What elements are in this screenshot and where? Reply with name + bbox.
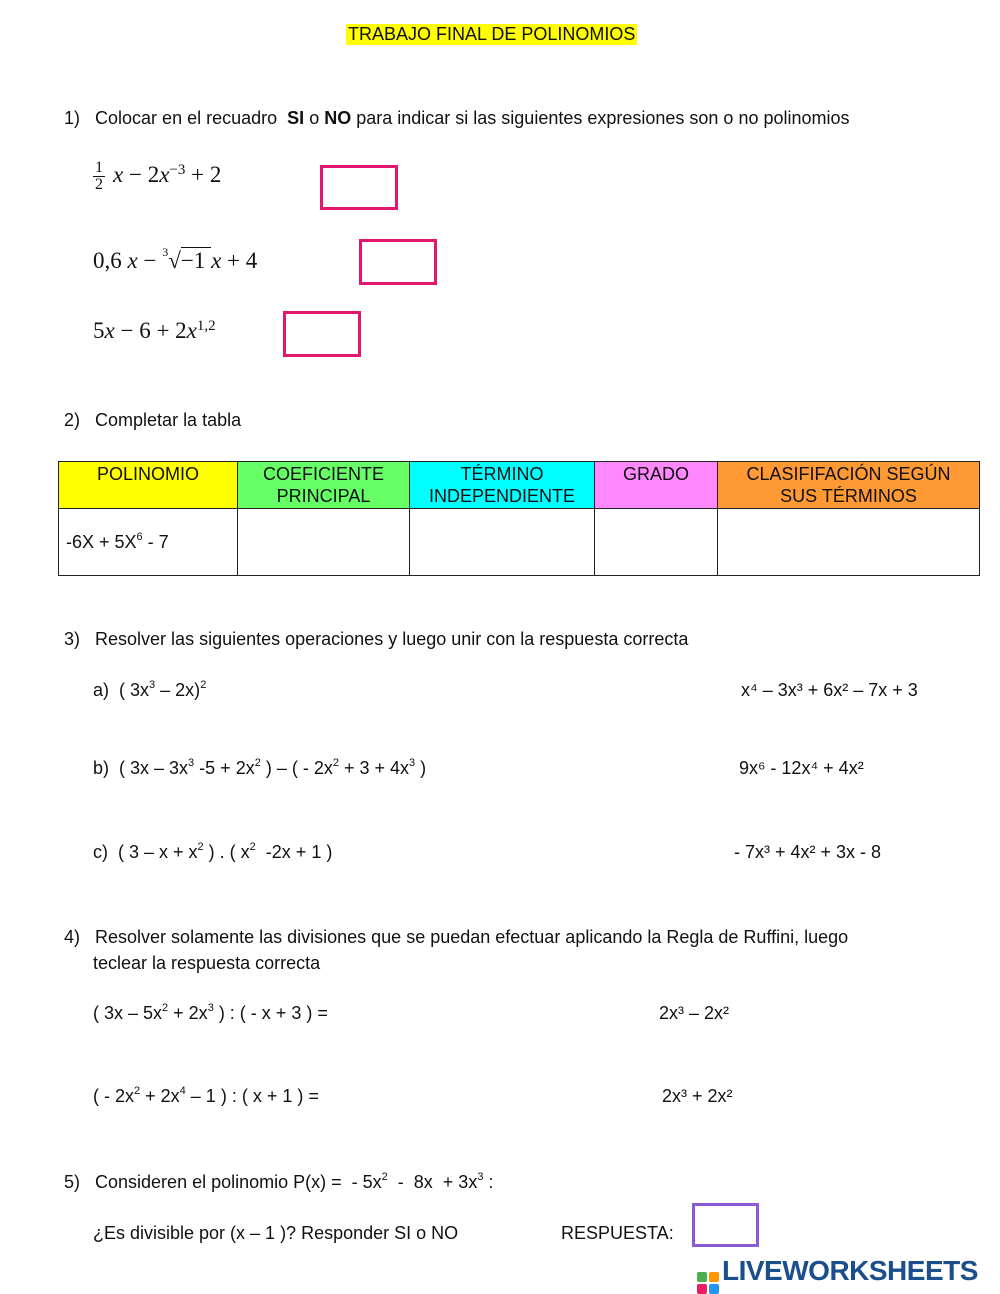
header-termino: TÉRMINO INDEPENDIENTE <box>410 462 595 509</box>
polynomial-table <box>58 461 980 576</box>
question-number: 2) <box>64 410 81 430</box>
answer-box-expr-1[interactable] <box>320 165 398 210</box>
header-clasificacion: CLASIFIFACIÓN SEGÚN SUS TÉRMINOS <box>718 462 980 509</box>
operation-a: a) ( $3x^3 - 2x)^2$ <box>93 679 207 700</box>
liveworksheets-logo: LIVEWORKSHEETS <box>697 1255 978 1294</box>
q1-no: NO <box>324 108 352 128</box>
header-polinomio: POLINOMIO <box>59 462 238 509</box>
question-number: 1) <box>64 108 81 128</box>
answer-box-q5[interactable] <box>692 1203 759 1247</box>
cell-grado[interactable] <box>595 509 718 576</box>
division-1: ( $3x - 5x^2 + 2x^3$ ) : ( - x + 3 ) = <box>93 1002 328 1023</box>
question-4 <box>64 927 848 948</box>
q5-question: ¿Es divisible por (x – 1 )? Responder SI o NO <box>93 1223 459 1243</box>
table-header-row <box>59 462 980 509</box>
q2-text: Completar la tabla <box>95 410 242 430</box>
expression-2: 0,6 x − $^3$√−1 x + 4 <box>93 245 258 273</box>
operation-c: c) ( $3 - x + x^2$ ) . ( $x^2$ -2x + 1 ) <box>93 841 333 862</box>
q1-text-pre: Colocar en el recuadro <box>95 108 278 128</box>
table-row <box>59 509 980 576</box>
header-grado: GRADO <box>595 462 718 509</box>
cell-clasificacion[interactable] <box>718 509 980 576</box>
question-3 <box>64 629 688 650</box>
question-number: 4) <box>64 927 81 947</box>
answer-label: RESPUESTA: <box>561 1223 674 1243</box>
page-title: TRABAJO FINAL DE POLINOMIOS <box>348 24 636 44</box>
expression-1: $\frac{1}{2}$ $x - 2x^{-3} + 2$ <box>95 159 222 193</box>
fraction-one-half: $\frac{1}{2}$ <box>95 159 103 193</box>
q1-o: o <box>309 108 320 128</box>
q4-text-line2: teclear la respuesta correcta <box>93 953 321 973</box>
root-index: 3 <box>162 245 169 259</box>
q4-text-line1: Resolver solamente las divisiones que se puedan efectuar aplicando la Regla de Ruffini, luego <box>95 927 849 947</box>
cell-termino[interactable] <box>410 509 595 576</box>
q3-text: Resolver las siguientes operaciones y luego unir con la respuesta correcta <box>95 629 689 649</box>
question-5: 5) Consideren el polinomio P(x) = - $5x^2 - 8x + 3x^3$ : <box>64 1171 494 1192</box>
operation-b: b) ( $3x - 3x^3$ $-5 + 2x^2$ ) – ( - $2x^2 + 3 + 4x^3$ ) <box>93 757 427 778</box>
division-2: ( - $2x^2 + 2x^4 - 1$ ) : ( x + 1 ) = <box>93 1085 319 1106</box>
answer-option-3[interactable]: - 7x³ + 4x² + 3x - 8 <box>734 842 882 862</box>
q1-text-post: para indicar si las siguientes expresiones son o no polinomios <box>356 108 850 128</box>
answer-option-2[interactable]: 9x⁶ - 12x⁴ + 4x² <box>739 758 864 778</box>
answer-box-expr-3[interactable] <box>283 311 361 357</box>
question-number: 5) <box>64 1172 81 1192</box>
question-number: 3) <box>64 629 81 649</box>
cell-coeficiente[interactable] <box>238 509 410 576</box>
header-coeficiente: COEFICIENTE PRINCIPAL <box>238 462 410 509</box>
cell-polynomial: $-6X + 5X^6 - 7$ <box>59 509 238 576</box>
question-2 <box>64 410 241 431</box>
division-answer-2[interactable]: 2x³ + 2x² <box>662 1086 733 1106</box>
root-icon: √ <box>168 248 181 273</box>
answer-option-1[interactable]: x⁴ – 3x³ + 6x² – 7x + 3 <box>741 680 918 700</box>
answer-box-expr-2[interactable] <box>359 239 437 285</box>
question-1 <box>64 108 850 129</box>
division-answer-1[interactable]: 2x³ – 2x² <box>659 1003 730 1023</box>
q1-si: SI <box>287 108 305 128</box>
expression-3: $5x - 6 + 2x^{1,2}$ <box>93 318 216 343</box>
